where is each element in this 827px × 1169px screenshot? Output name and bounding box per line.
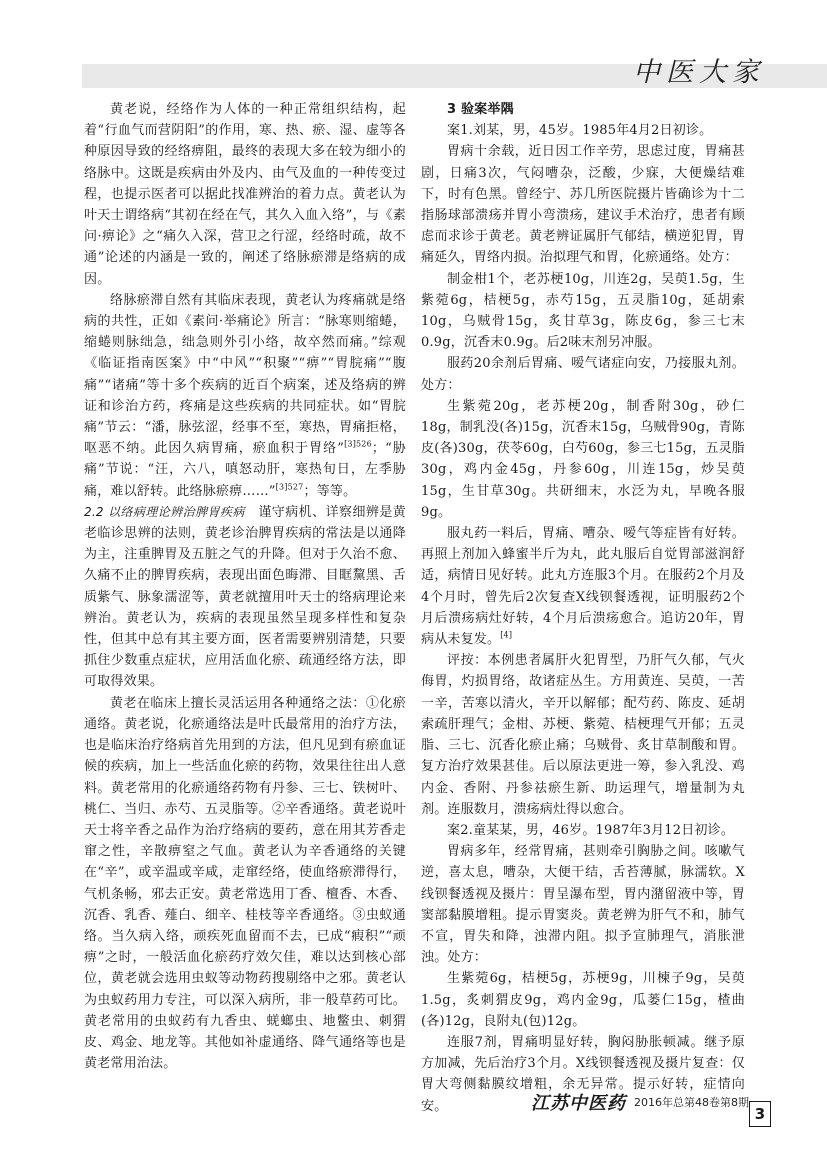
case-intro: 案2.童某某，男，46岁。1987年3月12日初诊。 bbox=[447, 822, 735, 838]
paragraph: 黄老说，经络作为人体的一种正常组织结构，起着“行血气而营阴阳”的作用，寒、热、瘀、湿、虚等各种原因导致的经络痹阻，最终的表现大多在较为细小的络脉中。这既是疾病由外及内、由气及血的一种传变过程，也提示医者可以据此找准辨治的着力点。黄老认为叶天士谓络病“其初在经在气，其久入血入络”，与《素问·痹论》之“痛久入深，营卫之行涩，经络时疏，故不通”论述的内涵是一致的，阐述了络脉瘀滞是络病的成因。 bbox=[84, 102, 406, 287]
case-commentary: 评按：本例患者属肝火犯胃型，乃肝气久郁，气火侮胃，灼损胃络，故诸症丛生。方用黄连、吴萸，一苦一辛，苦寒以清火，辛开以解郁；配芍药、陈皮、延胡索疏肝理气；金柑、苏梗、紫菀、桔梗理气开郁；五灵脂、三七、沉香化瘀止痛；乌贼骨、炙甘草制酸和胃。复方治疗效果甚佳。后以原法更进一筹，参入乳没、鸡内金、香附、丹参祛瘀生新、助运理气，增量制为丸剂。连服数月，溃疡病灶得以愈合。 bbox=[421, 653, 745, 817]
paragraph-text: ；等等。 bbox=[303, 483, 357, 499]
case-followup: 服药20余剂后胃痛、嗳气诸症向安，乃接服丸剂。处方： bbox=[421, 356, 745, 393]
case-history: 胃病多年，经常胃痛，甚则牵引胸胁之间。咳嗽气逆，喜太息，嘈杂，大便干结，舌苔薄腻，脉濡软。X线钡餐透视及摄片：胃呈瀑布型，胃内潴留液中等，胃窦部黏膜增粗。提示胃窦炎。黄老辨为肝气不和，肺气不宣，胃失和降，浊滞内阻。拟予宣肺理气，消胀泄浊。处方： bbox=[421, 844, 745, 966]
citation: [3]526 bbox=[344, 439, 372, 449]
section-heading: 3 验案举隅 bbox=[447, 102, 514, 117]
citation: [4] bbox=[500, 630, 513, 640]
section-title: 中医大家 bbox=[633, 57, 765, 88]
paragraph: 黄老在临床上擅长灵活运用各种通络之法：①化瘀通络。黄老说，化瘀通络法是叶氏最常用的治疗方法，也是临床治疗络病首先用到的方法，但凡见到有瘀血证候的疾病，加上一些活血化瘀的药物，效果往往出人意料。黄老常用的化瘀通络药物有丹参、三七、铁树叶、桃仁、当归、赤芍、五灵脂等。②辛香通络。黄老说叶天士将辛香之品作为治疗络病的要药，意在用其芳香走窜之性，辛散痹窒之气血。黄老认为辛香通络的关键在“辛”，或辛温或辛咸，走窜经络，使血络瘀滞得行，气机条畅，邪去正安。黄老常选用丁香、檀香、木香、沉香、乳香、薤白、细辛、桂枝等辛香通络。③虫蚁通络。当久病入络，顽疾死血留而不去，已成“瘕积”“顽痹”之时，一般活血化瘀药疗效欠佳，难以达到核心部位，黄老就会选用虫蚁等动物药搜剔络中之邪。黄老认为虫蚁药用力专注，可以深入病所，非一般草药可比。黄老常用的虫蚁药有九香虫、蜣螂虫、地鳖虫、刺猬皮、鸡金、地龙等。其他如补虚通络、降气通络等也是黄老常用治法。 bbox=[84, 695, 406, 1072]
prescription: 制金柑1个，老苏梗10g，川连2g，吴萸1.5g，生紫菀6g，桔梗5g，赤芍15g，五灵脂10g，延胡索10g，乌贼骨15g，炙甘草3g，陈皮6g，参三七末0.9g，沉香末0.9g。后2味末剂另冲服。 bbox=[421, 271, 745, 351]
case-history: 胃病十余载，近日因工作辛劳，思虑过度，胃痛甚剧，日痛3次，气闷嘈杂，泛酸，少寐，大便燥结难下，时有色黑。曾经宁、苏几所医院摄片皆确诊为十二指肠球部溃疡并胃小弯溃疡，建议手术治疗，患者有顾虑而求诊于黄老。黄老辨证属肝气郁结，横逆犯胃，胃痛延久，胃络内损。治拟理气和胃，化瘀通络。处方： bbox=[421, 144, 745, 266]
citation: [3]527 bbox=[275, 482, 304, 492]
subsection-heading: 2.2 以络病理论辨治脾胃疾病 bbox=[84, 504, 245, 519]
issue-info: 2016年总第48卷第8期 bbox=[634, 1096, 749, 1109]
case-followup bbox=[421, 523, 745, 650]
prescription: 生紫菀20g，老苏梗20g，制香附30g，砂仁18g，制乳没(各)15g，沉香末15g，乌贼骨90g，青陈皮(各)30g，茯苓60g，白芍60g，参三七15g，五灵脂30g，鸡内金45g，丹参60g，川连15g，炒吴萸15g，生甘草30g。共研细末，水泛为丸，早晚各服9g。 bbox=[421, 398, 745, 520]
followup-text: 服丸药一料后，胃痛、嘈杂、嗳气等症皆有好转。再照上剂加入蜂蜜半斤为丸，此丸服后自觉胃部滋润舒适，病情日见好转。此丸方连服3个月。在服药2个月及4个月时，曾先后2次复查X线钡餐透视，证明服药2个月后溃疡病灶好转，4个月后溃疡愈合。追访20年，胃病从未复发。 bbox=[421, 526, 745, 648]
prescription: 生紫菀6g，桔梗5g，苏梗9g，川楝子9g，吴萸1.5g，炙刺猬皮9g，鸡内金9g，瓜蒌仁15g，楂曲(各)12g，良附丸(包)12g。 bbox=[421, 971, 745, 1029]
paragraph bbox=[84, 290, 406, 502]
left-column bbox=[84, 99, 406, 1074]
case-followup: 连服7剂，胃痛明显好转，胸闷胁胀顿减。继予原方加减，先后治疗3个月。X线钡餐透视及摄片复查：仅胃大弯侧黏膜纹增粗，余无异常。提示好转，症情向安。 bbox=[421, 1034, 745, 1114]
journal-logo: 江苏中医药 bbox=[531, 1093, 626, 1114]
subsection-body: 谨守病机、详察细辨是黄老临诊思辨的法则，黄老诊治脾胃疾病的常法是以通降为主，注重脾胃及五脏之气的升降。但对于久治不愈、久痛不止的脾胃疾病，表现出面色晦滞、目眶黧黑、舌质紫气、脉象濡涩等，黄老就擅用叶天士的络病理论来辨治。黄老认为，疾病的表现虽然呈现多样性和复杂性，但其中总有其主要方面，医者需要辨别清楚，只要抓住少数重点症状，应用活血化瘀、疏通经络方法，即可取得效果。 bbox=[84, 504, 407, 690]
page-number: 3 bbox=[749, 1101, 771, 1127]
paragraph-text: ；“胁痛”节说：“汪，六八，嗔怒动肝，寒热旬日，左季胁痛，难以舒转。此络脉瘀痹……” bbox=[84, 441, 407, 499]
case-intro: 案1.刘某，男，45岁。1985年4月2日初诊。 bbox=[447, 123, 713, 139]
right-column bbox=[421, 99, 745, 1117]
subsection bbox=[84, 502, 406, 693]
footer bbox=[531, 1089, 749, 1115]
paragraph-text: 络脉瘀滞自然有其临床表现，黄老认为疼痛就是络病的共性，正如《素问·举痛论》所言：“脉寒则缩蜷，缩蜷则脉绌急，绌急则外引小络，故卒然而痛。”综观《临证指南医案》中“中风”“积聚”“痹”“胃脘痛”“腹痛”“诸痛”等十多个疾病的近百个病案，述及络病的辨证和诊治方药，疼痛是这些疾病的共同症状。如“胃脘痛”节云：“潘，脉弦涩，经事不至，寒热，胃痛拒格，呕恶不纳。此因久病胃痛，瘀血积于胃络” bbox=[84, 292, 406, 457]
